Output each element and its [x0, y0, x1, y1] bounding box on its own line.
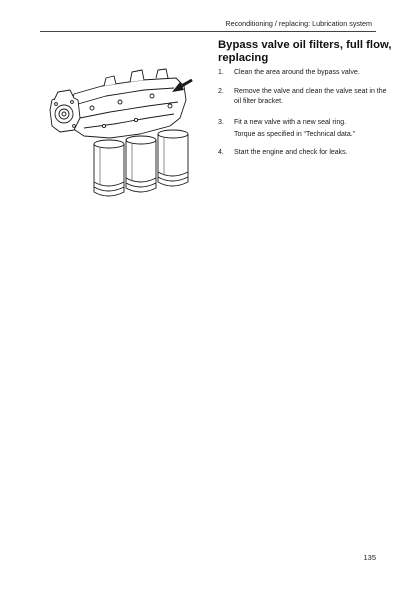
header-rule [40, 31, 376, 32]
page-number: 135 [363, 553, 376, 562]
step-line: Remove the valve and clean the valve seat in the oil filter bracket. [234, 88, 387, 105]
step-number: 4. [218, 149, 224, 156]
step-line: Clean the area around the bypass valve. [234, 69, 360, 76]
step-text [234, 118, 392, 139]
oil-filter-illustration [44, 60, 204, 206]
step-line: Torque as specified in “Technical data.” [234, 130, 356, 138]
step-number: 3. [218, 119, 224, 126]
step-line: Fit a new valve with a new seal ring. [234, 119, 347, 126]
oil-filter-assembly-icon [44, 60, 204, 206]
step-number: 1. [218, 69, 224, 76]
step-text [234, 148, 392, 158]
page-title: Bypass valve oil filters, full flow, replacing [218, 39, 392, 65]
step-line: Start the engine and check for leaks. [234, 149, 348, 156]
step-text [234, 68, 392, 78]
step-text [234, 87, 392, 106]
step-number: 2. [218, 88, 224, 95]
section-title: Reconditioning / replacing: Lubrication system [225, 19, 372, 28]
